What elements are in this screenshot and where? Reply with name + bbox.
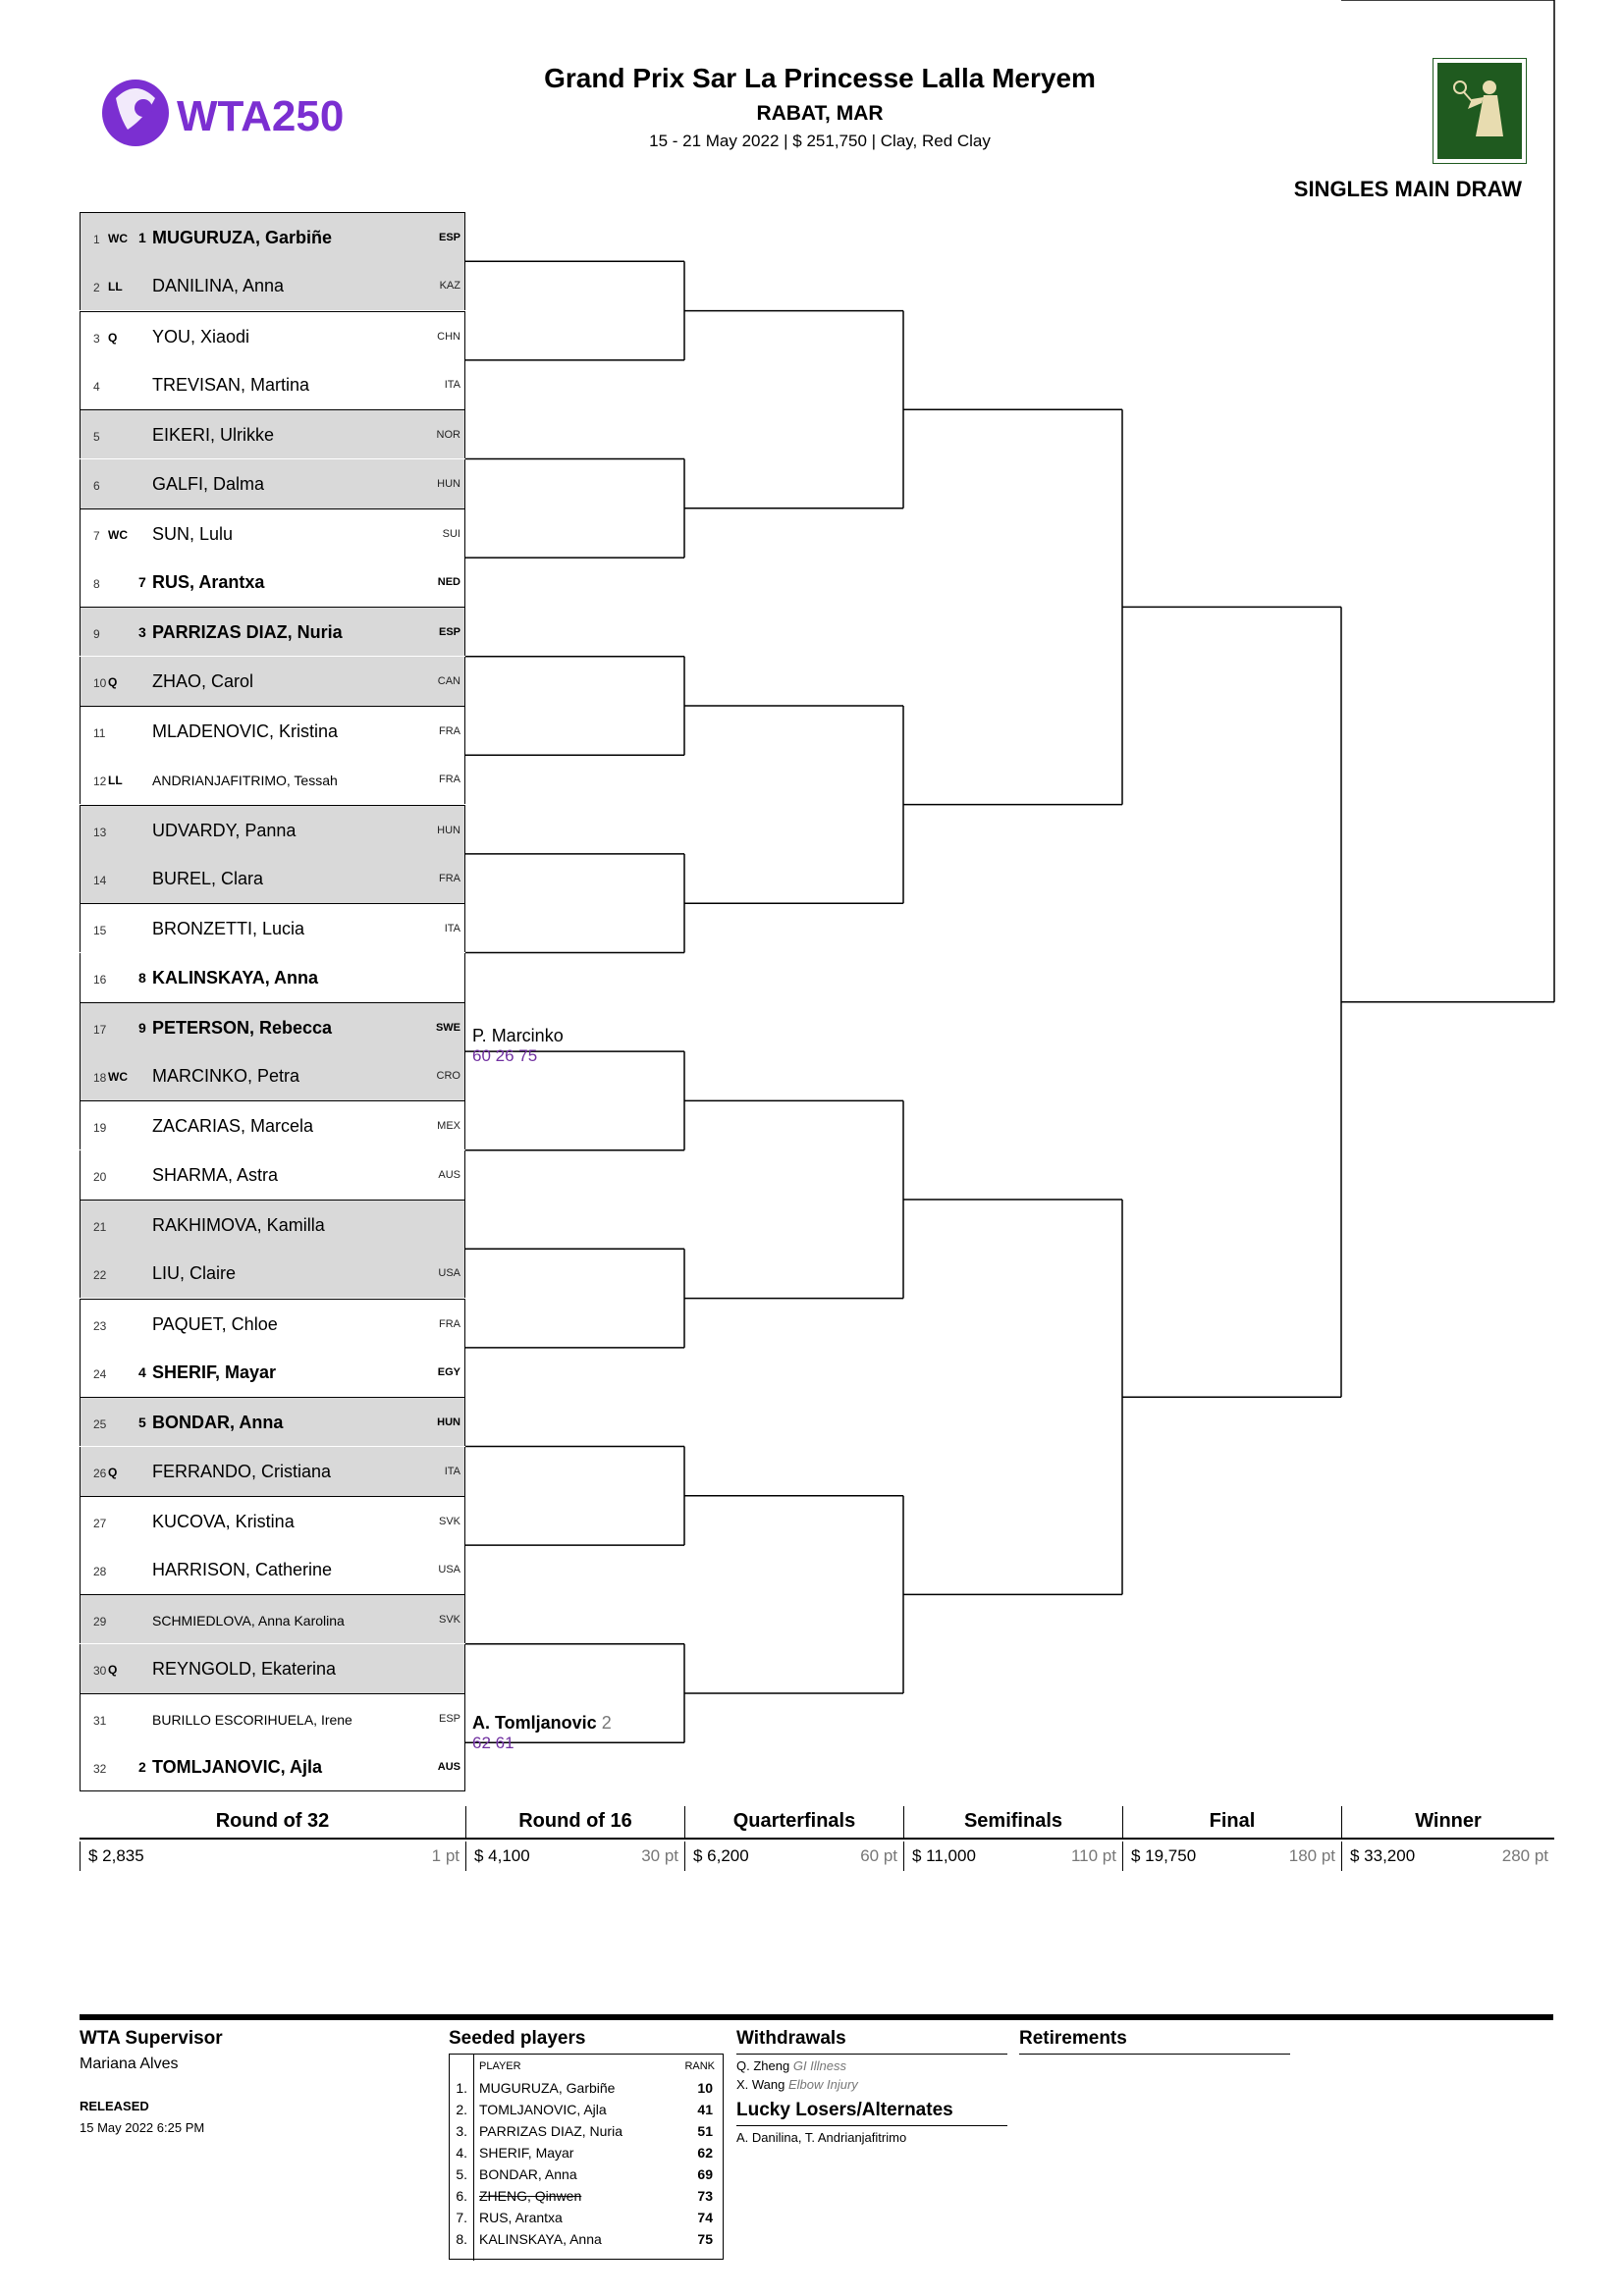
player-nationality: FRA (439, 725, 460, 737)
draw-position: 25 (93, 1417, 107, 1432)
player-slot (80, 508, 465, 558)
round2-score: 62 61 (472, 1734, 514, 1752)
player-name: BUREL, Clara (152, 868, 264, 888)
seeded-rank: 74 (697, 2210, 713, 2225)
seeded-row (450, 2123, 723, 2145)
seeded-player: ZHENG, Qinwen (479, 2188, 582, 2204)
seeded-number: 1. (456, 2080, 467, 2096)
seed-number: 5 (138, 1415, 146, 1431)
round-prize (903, 1842, 1122, 1871)
seed-number: 1 (138, 230, 146, 245)
withdrawals-list (736, 2058, 1007, 2096)
seeded-rank: 10 (697, 2080, 713, 2096)
seeded-row (450, 2166, 723, 2188)
seeded-row (450, 2188, 723, 2210)
draw-position: 13 (93, 825, 107, 839)
player-name: MLADENOVIC, Kristina (152, 721, 339, 741)
seeded-number: 8. (456, 2231, 467, 2247)
player-name: BRONZETTI, Lucia (152, 919, 305, 939)
draw-position: 15 (93, 924, 107, 938)
draw-position: 24 (93, 1366, 107, 1381)
seeded-col-player: PLAYER (479, 2060, 521, 2072)
player-slot (80, 1644, 465, 1693)
draw-position: 11 (93, 726, 106, 740)
player-nationality: FRA (439, 774, 460, 786)
player-nationality: CRO (436, 1070, 460, 1083)
draw-position: 5 (93, 430, 100, 445)
player-nationality: KAZ (439, 280, 460, 293)
player-name: TOMLJANOVIC, Ajla (152, 1757, 323, 1778)
seeded-row (450, 2080, 723, 2102)
player-nationality: ESP (438, 232, 460, 243)
player-slot (80, 1002, 465, 1051)
player-nationality: AUS (438, 1168, 460, 1181)
ranking-points: 110 pt (1070, 1846, 1116, 1865)
player-slot (80, 755, 465, 804)
withdrawal-row (736, 2058, 1007, 2077)
player-name: SHARMA, Astra (152, 1164, 279, 1185)
ranking-points: 60 pt (860, 1846, 897, 1865)
draw-position: 7 (93, 528, 100, 543)
draw-position: 16 (93, 972, 107, 987)
lucky-losers-heading: Lucky Losers/Alternates (736, 2100, 953, 2120)
draw-position: 23 (93, 1318, 107, 1333)
tournament-location: RABAT, MAR (756, 102, 884, 125)
tournament-info: 15 - 21 May 2022 | $ 251,750 | Clay, Red Clay (649, 132, 991, 150)
player-slot (80, 657, 465, 706)
round-prize (1122, 1842, 1341, 1871)
player-name: SCHMIEDLOVA, Anna Karolina (152, 1613, 345, 1629)
draw-position: 20 (93, 1169, 107, 1184)
player-slot (80, 1348, 465, 1397)
player-slot (80, 1742, 465, 1791)
released-date: 15 May 2022 6:25 PM (80, 2120, 205, 2135)
seeded-rank: 69 (697, 2166, 713, 2182)
round-header: Round of 16 (465, 1806, 684, 1840)
seeded-player: KALINSKAYA, Anna (479, 2231, 602, 2247)
round2-result-16 (472, 1713, 612, 1753)
draw-position: 30 (93, 1663, 107, 1678)
round-prize (684, 1842, 903, 1871)
seeded-row (450, 2231, 723, 2253)
player-name: MUGURUZA, Garbiñe (152, 228, 333, 247)
entry-status: Q (108, 674, 118, 689)
round2-score: 60 26 75 (472, 1046, 538, 1065)
prize-money: $ 2,835 (88, 1846, 144, 1865)
ranking-points: 280 pt (1501, 1846, 1548, 1865)
round-prize (1341, 1842, 1554, 1871)
seed-number: 2 (138, 1759, 146, 1776)
seeded-rank: 75 (697, 2231, 713, 2247)
player-nationality: HUN (437, 477, 460, 490)
player-slot (80, 805, 465, 854)
seeded-number: 2. (456, 2102, 467, 2117)
player-nationality: ITA (444, 1465, 460, 1477)
draw-position: 26 (93, 1466, 107, 1480)
player-nationality: NED (437, 576, 460, 589)
player-name: KALINSKAYA, Anna (152, 967, 319, 988)
player-name: ZACARIAS, Marcela (152, 1116, 314, 1137)
player-nationality: NOR (436, 429, 460, 442)
player-slot (80, 1693, 465, 1742)
round-prize (80, 1842, 465, 1871)
seeded-player: PARRIZAS DIAZ, Nuria (479, 2123, 622, 2139)
draw-position: 2 (93, 281, 100, 295)
player-name: REYNGOLD, Ekaterina (152, 1658, 337, 1679)
released-label: RELEASED (80, 2099, 149, 2113)
draw-position: 4 (93, 379, 100, 394)
entry-status: WC (108, 527, 128, 542)
player-name: ANDRIANJAFITRIMO, Tessah (152, 773, 338, 789)
supervisor-heading: WTA Supervisor (80, 2028, 223, 2049)
seeded-rank: 73 (697, 2188, 713, 2204)
seeded-player: MUGURUZA, Garbiñe (479, 2080, 616, 2096)
seed-number: 4 (138, 1363, 146, 1380)
player-nationality: ITA (444, 378, 460, 391)
round2-result-9 (472, 1026, 564, 1066)
entry-status: Q (108, 1465, 118, 1479)
player-name: RAKHIMOVA, Kamilla (152, 1215, 325, 1235)
player-slot (80, 360, 465, 409)
draw-position: 9 (93, 627, 100, 642)
seed-number: 7 (138, 574, 146, 591)
withdrawal-player: X. Wang (736, 2077, 785, 2092)
round-header: Semifinals (903, 1806, 1122, 1840)
seeded-player: SHERIF, Mayar (479, 2145, 574, 2161)
withdrawal-reason: GI Illness (792, 2058, 847, 2073)
player-name: PETERSON, Rebecca (152, 1017, 333, 1038)
player-slot (80, 1545, 465, 1594)
lucky-losers-rule (736, 2125, 1007, 2126)
player-nationality: USA (438, 1267, 460, 1280)
player-nationality: CHN (437, 330, 460, 343)
player-name: BONDAR, Anna (152, 1413, 284, 1433)
player-slot (80, 1496, 465, 1545)
player-slot (80, 1447, 465, 1496)
retirements-heading: Retirements (1019, 2028, 1127, 2049)
round2-winner-seed: 2 (601, 1713, 612, 1733)
player-nationality: SVK (438, 1614, 460, 1627)
withdrawals-rule (736, 2054, 1007, 2055)
tournament-title: Grand Prix Sar La Princesse Lalla Meryem (544, 63, 1096, 93)
player-nationality: FRA (439, 1317, 460, 1330)
withdrawal-row (736, 2077, 1007, 2096)
draw-position: 8 (93, 577, 100, 592)
player-slot (80, 1299, 465, 1348)
player-slot (80, 1100, 465, 1149)
seeded-table (449, 2054, 724, 2260)
seeded-rank: 62 (697, 2145, 713, 2161)
retirements-rule (1019, 2054, 1290, 2055)
player-name: HARRISON, Catherine (152, 1560, 333, 1580)
round-header: Quarterfinals (684, 1806, 903, 1840)
prize-money: $ 11,000 (912, 1846, 976, 1865)
player-nationality: FRA (439, 872, 460, 884)
player-name: FERRANDO, Cristiana (152, 1461, 332, 1481)
player-nationality: EGY (437, 1365, 460, 1378)
player-slot (80, 854, 465, 903)
draw-position: 27 (93, 1516, 107, 1530)
seeded-row (450, 2210, 723, 2231)
draw-title: SINGLES MAIN DRAW (1293, 177, 1522, 201)
player-name: BURILLO ESCORIHUELA, Irene (152, 1712, 352, 1728)
player-slot (80, 706, 465, 755)
seeded-number: 7. (456, 2210, 467, 2225)
round-header: Winner (1341, 1806, 1554, 1840)
seeded-col-rank: RANK (684, 2060, 715, 2072)
player-slot (80, 409, 465, 458)
player-name: PARRIZAS DIAZ, Nuria (152, 622, 343, 643)
entry-status: WC (108, 232, 128, 245)
player-slot (80, 953, 465, 1002)
player-slot (80, 212, 465, 261)
ranking-points: 180 pt (1288, 1846, 1335, 1865)
lucky-losers-text: A. Danilina, T. Andrianjafitrimo (736, 2130, 907, 2145)
player-slot (80, 1397, 465, 1446)
player-name: RUS, Arantxa (152, 572, 265, 593)
draw-position: 12 (93, 774, 107, 789)
player-slot (80, 1594, 465, 1643)
seeded-player: BONDAR, Anna (479, 2166, 577, 2182)
draw-position: 28 (93, 1565, 107, 1579)
ranking-points: 30 pt (641, 1846, 678, 1865)
prize-money-table (80, 1806, 1552, 1865)
withdrawal-player: Q. Zheng (736, 2058, 790, 2073)
draw-position: 22 (93, 1268, 107, 1283)
withdrawal-reason: Elbow Injury (788, 2077, 858, 2092)
player-nationality: ITA (444, 923, 460, 935)
player-nationality: SWE (435, 1021, 460, 1034)
entry-status: LL (108, 774, 123, 788)
player-name: MARCINKO, Petra (152, 1066, 300, 1087)
player-nationality: ESP (438, 1713, 460, 1725)
player-nationality: AUS (437, 1761, 460, 1774)
player-nationality: USA (438, 1564, 460, 1576)
entry-status: Q (108, 330, 118, 345)
player-name: GALFI, Dalma (152, 473, 265, 494)
draw-position: 14 (93, 873, 107, 887)
draw-position: 10 (93, 675, 107, 690)
player-slot (80, 261, 465, 310)
seeded-number: 6. (456, 2188, 467, 2204)
player-name: KUCOVA, Kristina (152, 1511, 295, 1531)
player-name: UDVARDY, Panna (152, 820, 297, 840)
seeded-number: 5. (456, 2166, 467, 2182)
player-name: PAQUET, Chloe (152, 1313, 278, 1334)
seed-number: 8 (138, 969, 146, 986)
round2-winner-name: A. Tomljanovic (472, 1713, 597, 1733)
draw-position: 19 (93, 1121, 107, 1136)
withdrawals-heading: Withdrawals (736, 2028, 846, 2049)
player-slot (80, 1150, 465, 1200)
player-slot (80, 903, 465, 952)
player-slot (80, 1051, 465, 1100)
entry-status: WC (108, 1070, 128, 1085)
prize-money: $ 6,200 (693, 1846, 749, 1865)
logo-text: WTA250 (177, 92, 345, 140)
player-name: EIKERI, Ulrikke (152, 425, 275, 446)
prize-money: $ 19,750 (1131, 1846, 1197, 1865)
player-name: TREVISAN, Martina (152, 374, 310, 395)
round-header: Final (1122, 1806, 1341, 1840)
player-nationality: ESP (438, 626, 460, 639)
player-nationality: SUI (442, 527, 460, 540)
player-slot (80, 1200, 465, 1249)
seeded-number: 4. (456, 2145, 467, 2161)
player-slot (80, 558, 465, 607)
seeded-row (450, 2145, 723, 2166)
player-name: SHERIF, Mayar (152, 1362, 277, 1382)
tournament-emblem (1433, 58, 1527, 164)
prize-money: $ 4,100 (474, 1846, 530, 1865)
entry-status: Q (108, 1662, 118, 1677)
player-name: SUN, Lulu (152, 523, 234, 544)
seeded-player: RUS, Arantxa (479, 2210, 563, 2225)
draw-position: 17 (93, 1022, 107, 1037)
seeded-player: TOMLJANOVIC, Ajla (479, 2102, 607, 2117)
draw-position: 31 (93, 1714, 107, 1728)
entry-status: LL (108, 280, 123, 294)
seeded-rank: 41 (697, 2102, 713, 2117)
seed-number: 9 (138, 1019, 146, 1036)
draw-position: 29 (93, 1615, 107, 1629)
draw-position: 1 (93, 233, 100, 246)
player-nationality: HUN (437, 1416, 460, 1429)
player-slot (80, 311, 465, 360)
player-name: LIU, Claire (152, 1263, 237, 1284)
player-nationality: CAN (437, 674, 460, 687)
seeded-row (450, 2102, 723, 2123)
player-nationality: SVK (438, 1515, 460, 1527)
player-slot (80, 607, 465, 656)
round-header: Round of 32 (80, 1806, 465, 1840)
seeded-number: 3. (456, 2123, 467, 2139)
round2-winner-name: P. Marcinko (472, 1026, 564, 1045)
player-slot (80, 1249, 465, 1298)
player-name: DANILINA, Anna (152, 276, 285, 296)
seeded-rank: 51 (697, 2123, 713, 2139)
draw-position: 32 (93, 1762, 107, 1777)
player-nationality: MEX (437, 1120, 460, 1133)
wta250-logo (98, 69, 373, 157)
player-name: YOU, Xiaodi (152, 326, 250, 347)
draw-position: 18 (93, 1071, 107, 1086)
draw-position: 21 (93, 1220, 107, 1234)
draw-first-round (80, 212, 467, 1793)
draw-position: 3 (93, 331, 100, 346)
round-prize (465, 1842, 684, 1871)
prize-money: $ 33,200 (1350, 1846, 1416, 1865)
seeded-heading: Seeded players (449, 2028, 586, 2049)
draw-position: 6 (93, 478, 100, 493)
supervisor-name: Mariana Alves (80, 2056, 179, 2072)
seed-number: 3 (138, 624, 146, 641)
player-name: ZHAO, Carol (152, 670, 254, 691)
ranking-points: 1 pt (431, 1846, 460, 1865)
footer-divider (80, 2014, 1553, 2020)
player-nationality: HUN (437, 824, 460, 836)
player-slot (80, 459, 465, 508)
